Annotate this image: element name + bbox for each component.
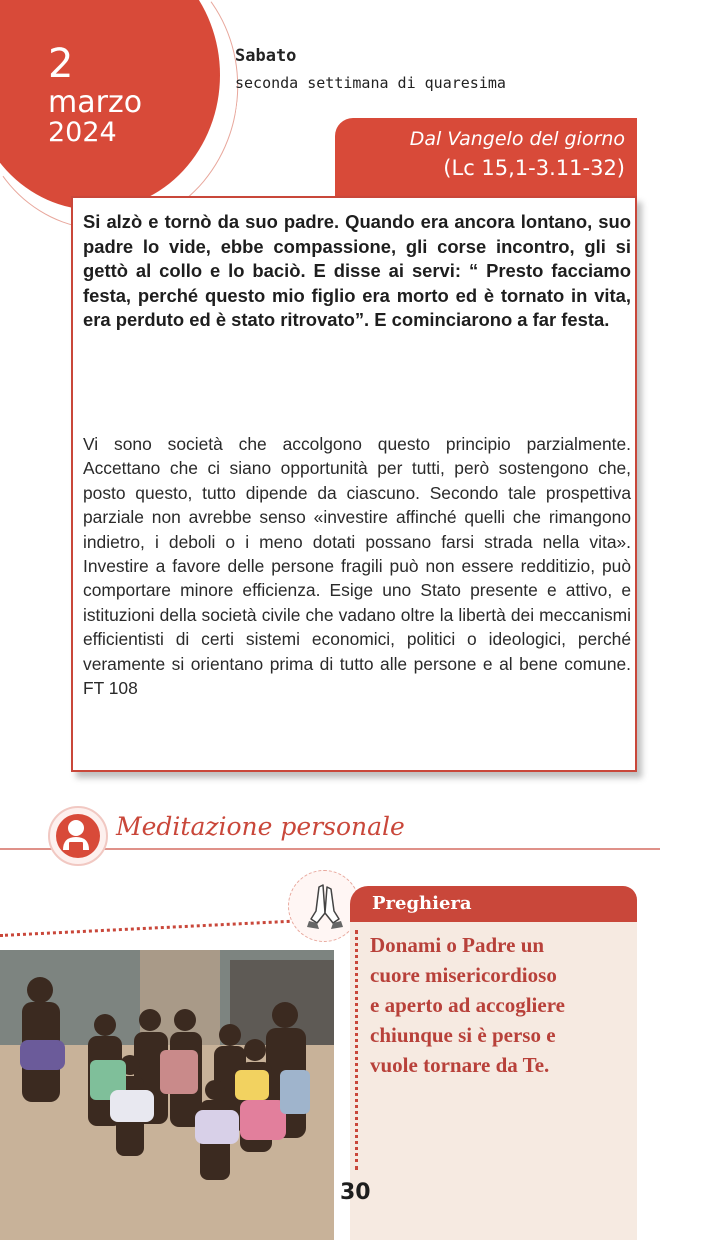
prayer-text — [370, 930, 630, 1080]
gospel-header — [335, 118, 637, 196]
meditation-title: Meditazione personale — [116, 812, 405, 841]
gospel-header-title: Dal Vangelo del giorno — [409, 128, 625, 150]
person-icon — [48, 806, 108, 866]
weekday: Sabato — [235, 46, 297, 66]
prayer-line: chiunque si è perso e — [370, 1023, 556, 1047]
dotted-line — [0, 920, 290, 937]
prayer-header — [350, 886, 637, 922]
dotted-divider — [355, 930, 358, 1170]
week-subtitle: seconda settimana di quaresima — [235, 74, 506, 92]
date-month: marzo — [48, 85, 143, 120]
date-year: 2024 — [48, 117, 117, 148]
prayer-line: vuole tornare da Te. — [370, 1053, 550, 1077]
prayer-label: Preghiera — [372, 893, 472, 914]
prayer-line: cuore misericordioso — [370, 963, 557, 987]
scripture-text: Si alzò e tornò da suo padre. Quando era ancora lontano, suo padre lo vide, ebbe compassione, gli corse incontro, gli si gettò al collo e lo baciò. E disse ai servi: “ Presto facciamo festa, perché questo mio figlio era morto ed è tornato in vita, era perduto ed è stato ritrovato”. E cominciarono a far festa. — [83, 211, 631, 330]
page-number: 30 — [340, 1180, 371, 1205]
gospel-card — [71, 196, 637, 772]
prayer-line: Donami o Padre un — [370, 933, 545, 957]
date-day: 2 — [48, 41, 74, 87]
gospel-reference: (Lc 15,1-3.11-32) — [443, 156, 625, 180]
prayer-line: e aperto ad accogliere — [370, 993, 565, 1017]
children-photo — [0, 950, 334, 1240]
commentary-text: Vi sono società che accolgono questo principio parzialmente. Accettano che ci siano opportunità per tutti, però sostengono che, posto questo, tutto dipende da ciascuno. Secondo tale prospettiva parziale non avrebbe senso «investire affinché quelli che rimangono indietro, i deboli o i meno dotati possano farsi strada nella vita». Investire a favore delle persone fragili può non essere redditizio, può comportare minore efficienza. Esige uno Stato presente e attivo, e istituzioni della società civile che vadano oltre la libertà dei meccanismi efficientisti di certi sistemi economici, politici o ideologici, perché veramente si orientano prima di tutto alle persone e al bene comune. FT 108 — [83, 434, 631, 699]
date-block — [48, 42, 142, 148]
